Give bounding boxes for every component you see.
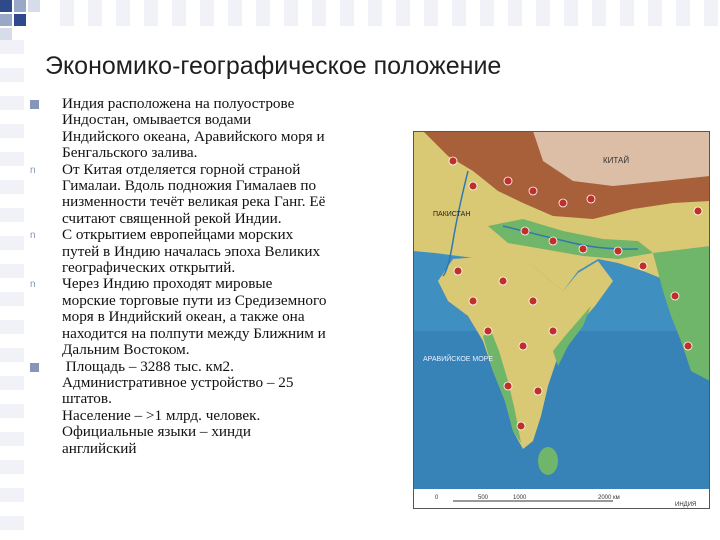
n-bullet-icon: n: [30, 230, 36, 242]
bullet-line: С открытием европейцами морских: [62, 226, 294, 244]
bullet-line: Через Индию проходят мировые: [62, 275, 273, 293]
city-marker: [454, 267, 462, 275]
city-marker: [517, 422, 525, 430]
bullet-line: английский: [62, 439, 137, 457]
city-marker: [469, 297, 477, 305]
city-marker: [469, 182, 477, 190]
bullet-line: Индийского океана, Аравийского моря и: [62, 127, 325, 145]
deco-square: [0, 14, 12, 26]
square-bullet-icon: [30, 363, 39, 372]
bullet-item: [30, 162, 400, 228]
map-scale-0: 0: [435, 495, 439, 501]
city-marker: [549, 327, 557, 335]
deco-square: [14, 0, 26, 12]
deco-square: [0, 28, 12, 40]
bullet-item: [30, 227, 400, 276]
bullet-line: моря в Индийский океан, а также она: [62, 308, 305, 326]
city-marker: [521, 227, 529, 235]
bullet-line: низменности течёт великая река Ганг. Её: [62, 193, 326, 211]
bullet-line: Население – >1 млрд. человек.: [62, 406, 261, 424]
square-bullet-icon: [30, 100, 39, 109]
bullet-line: Административное устройство – 25: [62, 373, 294, 391]
india-map: [413, 131, 710, 509]
map-scale-1000: 1000: [513, 495, 527, 501]
corner-decoration: [0, 0, 60, 40]
bullet-line: Площадь – 3288 тыс. км2.: [62, 357, 234, 375]
map-label-china: КИТАЙ: [603, 156, 630, 165]
bullet-line: Гималаи. Вдоль подножия Гималаев по: [62, 177, 317, 195]
city-marker: [534, 387, 542, 395]
bullet-line: находится на полпути между Ближним и: [62, 324, 326, 342]
city-marker: [684, 342, 692, 350]
map-scale-500: 500: [478, 495, 489, 501]
city-marker: [504, 382, 512, 390]
city-marker: [671, 292, 679, 300]
n-bullet-icon: n: [30, 279, 36, 291]
bullet-line: морские торговые пути из Средиземного: [62, 291, 327, 309]
city-marker: [694, 207, 702, 215]
map-label-pakistan: ПАКИСТАН: [433, 211, 471, 218]
bullet-item: [30, 359, 400, 457]
city-marker: [579, 245, 587, 253]
map-footer-label: ИНДИЯ: [675, 502, 697, 508]
bullet-line: штатов.: [62, 390, 112, 408]
deco-square: [14, 14, 26, 26]
left-stripe: [0, 40, 24, 540]
city-marker: [549, 237, 557, 245]
bullet-line: От Китая отделяется горной страной: [62, 160, 301, 178]
city-marker: [504, 177, 512, 185]
deco-square: [28, 0, 40, 12]
city-marker: [484, 327, 492, 335]
map-scale-background: [413, 489, 710, 509]
map-label-arabian-sea: АРАВИЙСКОЕ МОРЕ: [423, 356, 493, 363]
deco-square: [0, 0, 12, 12]
bullet-line: Индостан, омывается водами: [62, 111, 252, 129]
slide-title: Экономико-географическое положение: [45, 52, 502, 80]
bullet-line: Бенгальского залива.: [62, 144, 198, 162]
city-marker: [529, 297, 537, 305]
bullet-line: Официальные языки – хинди: [62, 423, 252, 441]
bullet-line: считают священной рекой Индии.: [62, 209, 282, 227]
city-marker: [519, 342, 527, 350]
bullet-item: [30, 96, 400, 162]
city-marker: [639, 262, 647, 270]
city-marker: [499, 277, 507, 285]
bullet-line: географических открытий.: [62, 259, 236, 277]
city-marker: [587, 195, 595, 203]
map-sri-lanka: [538, 447, 558, 475]
bullet-item: [30, 276, 400, 358]
city-marker: [529, 187, 537, 195]
bullet-line: Индия расположена на полуострове: [62, 95, 295, 112]
city-marker: [559, 199, 567, 207]
city-marker: [614, 247, 622, 255]
bullet-line: путей в Индию началась эпоха Великих: [62, 242, 321, 260]
city-marker: [449, 157, 457, 165]
n-bullet-icon: n: [30, 164, 36, 176]
bullet-line: Дальним Востоком.: [62, 341, 190, 359]
map-scale-2000: 2000 км: [598, 495, 620, 501]
bullet-list: [30, 96, 400, 457]
top-stripe: [60, 0, 720, 26]
